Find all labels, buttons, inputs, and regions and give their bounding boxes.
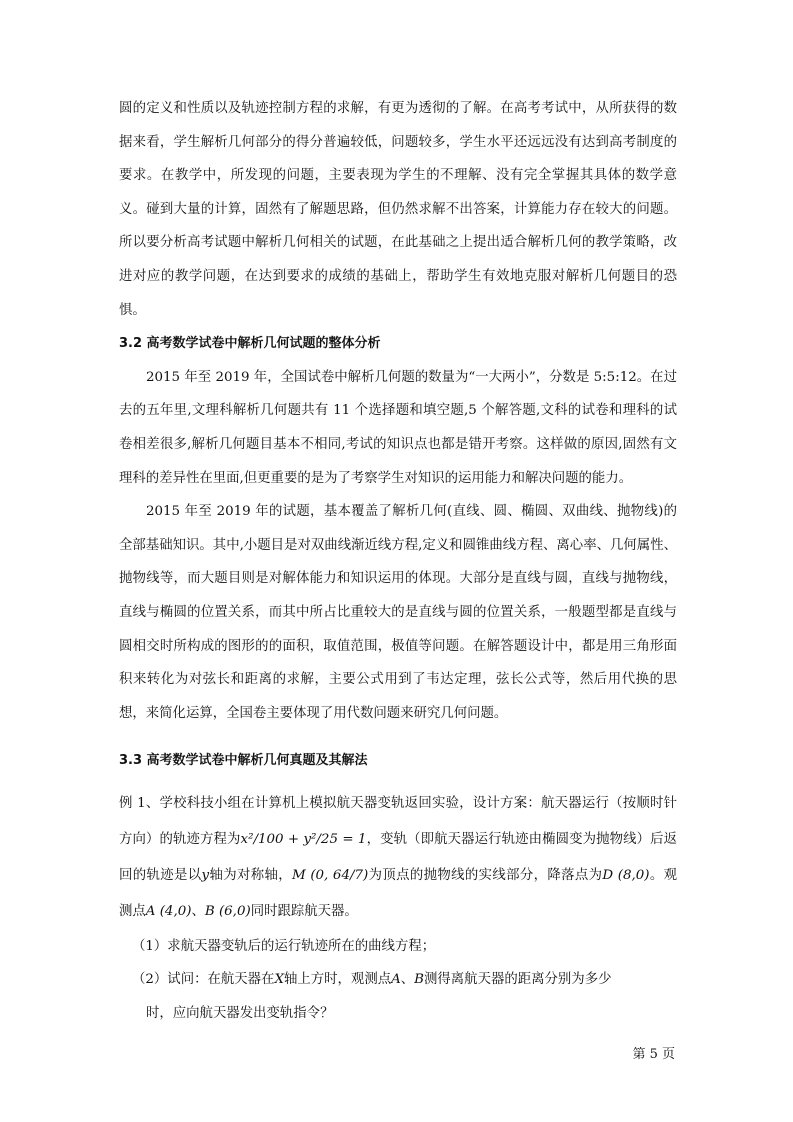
observation-point-a: A (4,0)	[145, 903, 192, 919]
point-b-symbol: B	[414, 972, 425, 988]
section-heading-3-3: 3.3 高考数学试卷中解析几何真题及其解法	[119, 753, 368, 769]
q2-text-1: （2）试问：在航天器在	[132, 972, 275, 988]
question-2-line-1	[119, 963, 677, 997]
ellipse-equation: x²/100 + y²/25 = 1	[240, 831, 367, 847]
page-number: 第 5 页	[632, 1047, 675, 1062]
example-text-1: 例 1、学校科技小组在计算机上模拟航天器变轨返回实验，设计方案：航天器运行（按顺时针方向）的轨迹方程为	[119, 795, 677, 847]
question-2-line-2: 时，应向航天器发出变轨指令？	[146, 1006, 334, 1022]
example-text-7: 同时跟踪航天器。	[250, 903, 358, 919]
example-text-4: 为顶点的抛物线的实线部分，降落点为	[368, 867, 603, 883]
example-text-6: 、	[191, 903, 205, 919]
section-3-2-paragraph-1: 2015 年至 2019 年，全国试卷中解析几何题的数量为“一大两小”，分数是 5:5:12。在过去的五年里,文理科解析几何题共有 11 个选择题和填空题,5 个解答题,文科的试卷和理科的试卷相差很多,解析几何题目基本不相同,考试的知识点也都是错开考察。这样做的原因,固然有文理科的差异性在里面,但更重要的是为了考察学生对知识的运用能力和解决问题的能力。	[119, 369, 677, 486]
section-heading-3-2: 3.2 高考数学试卷中解析几何试题的整体分析	[119, 336, 381, 352]
x-axis-symbol: X	[274, 972, 284, 988]
y-axis-symbol: y	[201, 867, 210, 883]
q2-text-4: 测得离航天器的距离分别为多少	[424, 972, 612, 988]
landing-point-d: D (8,0)	[602, 867, 650, 883]
question-1: （1）求航天器变轨后的运行轨迹所在的曲线方程；	[132, 938, 436, 954]
example-text-2: ，变轨（即航天器运行轨迹由椭圆变为抛物线）后返回的轨迹是以	[119, 831, 678, 883]
vertex-point-m: M (0, 64/7)	[291, 867, 369, 883]
example-text-5: 。观测点	[119, 867, 678, 919]
section-3-2-paragraph-2: 2015 年至 2019 年的试题，基本覆盖了解析几何(直线、圆、椭圆、双曲线、抛物线)的全部基础知识。其中,小题目是对双曲线渐近线方程,定义和圆锥曲线方程、离心率、几何属性、抛物线等，而大题目则是对解体能力和知识运用的体现。大部分是直线与圆，直线与抛物线，直线与椭圆的位置关系，而其中所占比重较大的是直线与圆的位置关系，一般题型都是直线与圆相交时所构成的图形的的面积，取值范围，极值等问题。在解答题设计中，都是用三角形面积来转化为对弦长和距离的求解，主要公式用到了韦达定理，弦长公式等，然后用代换的思想，来简化运算，全国卷主要体现了用代数问题来研究几何问题。	[119, 504, 677, 721]
q2-text-3: 、	[400, 972, 415, 988]
point-a-symbol: A	[391, 972, 401, 988]
q2-text-2: 轴上方时，观测点	[283, 972, 392, 988]
intro-paragraph: 圆的定义和性质以及轨迹控制方程的求解，有更为透彻的了解。在高考考试中，从所获得的数据来看，学生解析几何部分的得分普遍较低，问题较多，学生水平还远远没有达到高考制度的要求。在教学中，所发现的问题，主要表现为学生的不理解、没有完全掌握其具体的数学意义。碰到大量的计算，固然有了解题思路，但仍然求解不出答案，计算能力存在较大的问题。所以要分析高考试题中解析几何相关的试题，在此基础之上提出适合解析几何的教学策略，改进对应的教学问题，在达到要求的成绩的基础上，帮助学生有效地克服对解析几何题目的恐惧。	[119, 101, 677, 318]
observation-point-b: B (6,0)	[204, 903, 251, 919]
example-1-paragraph	[119, 786, 677, 930]
page-content	[119, 92, 677, 1031]
example-text-3: 轴为对称轴，	[209, 867, 292, 883]
